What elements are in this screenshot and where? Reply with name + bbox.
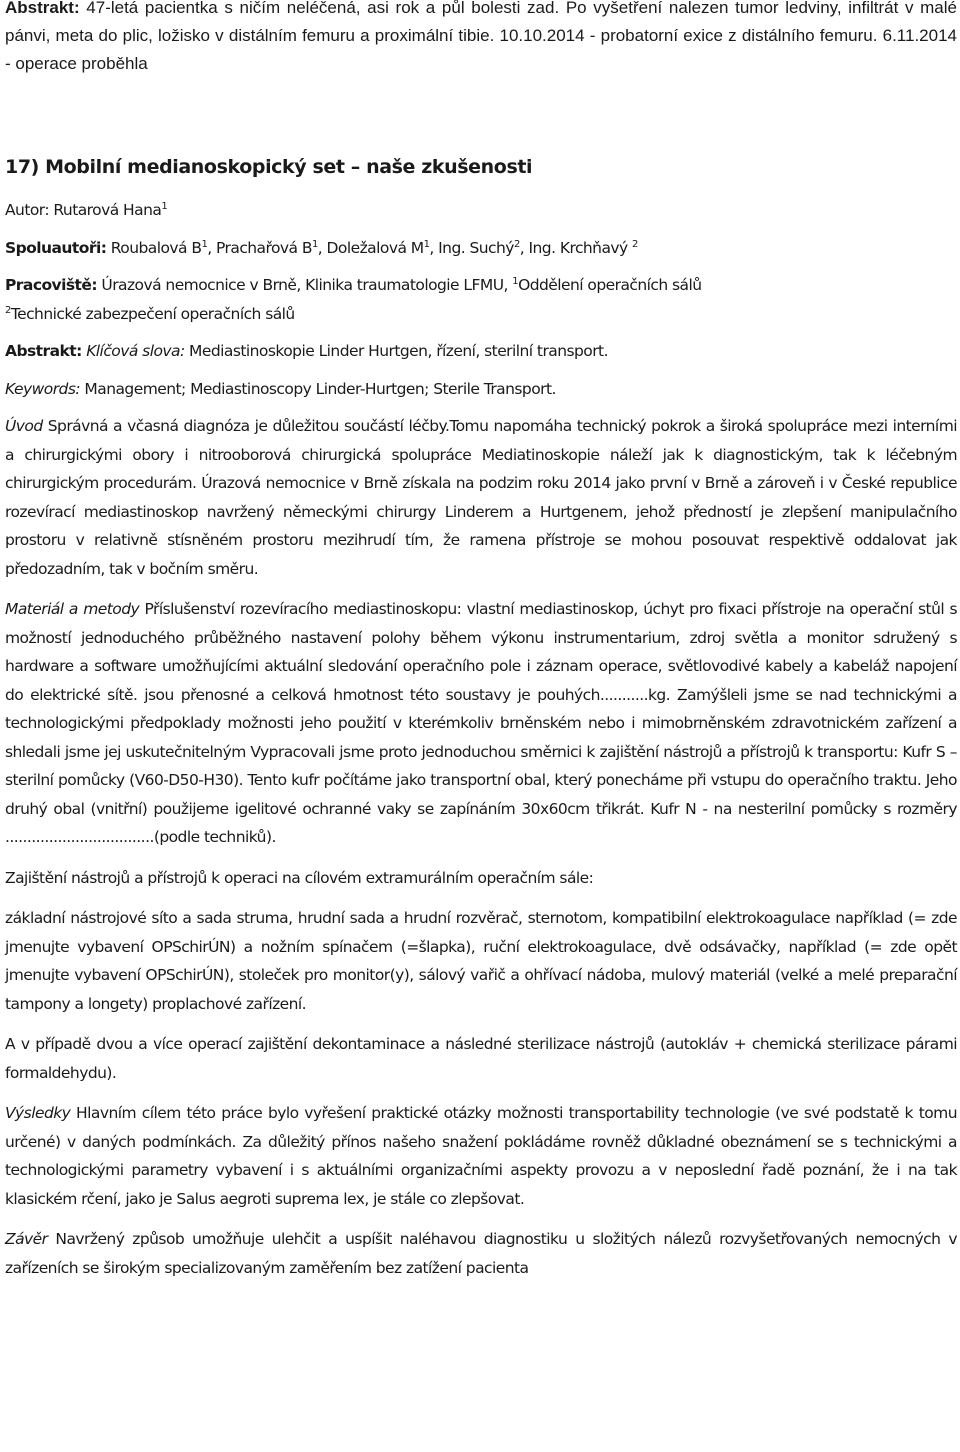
introduction-label: Úvod bbox=[5, 417, 43, 435]
keywords-en: Management; Mediastinoscopy Linder-Hurtgen; Sterile Transport. bbox=[80, 379, 556, 398]
coauthor-name: Roubalová B bbox=[106, 238, 202, 257]
conclusion-paragraph bbox=[5, 1225, 957, 1282]
author-label: Autor: bbox=[5, 201, 50, 219]
workplace-affiliation-1: 1 bbox=[512, 276, 519, 287]
instruments-heading: Zajištění nástrojů a přístrojů k operaci na cílovém extramurálním operačním sále: bbox=[5, 868, 594, 887]
article-title: 17) Mobilní medianoskopický set – naše zkušenosti bbox=[5, 156, 533, 178]
coauthor-affiliation: 2 bbox=[632, 238, 638, 250]
coauthors-label: Spoluautoři: bbox=[5, 238, 107, 257]
author-line bbox=[5, 196, 957, 225]
previous-abstract-text: 47-letá pacientka s ničím neléčená, asi rok a půl bolesti zad. Po vyšetření nalezen tumor ledviny, infiltrát v malé pánvi, meta do plic, ložisko v distálním femuru a proximální tibie. 10.10.2014 - probatorní exice z distálního femuru. 6.11.2014 - operace proběhla bbox=[5, 0, 957, 73]
previous-abstract bbox=[5, 0, 957, 78]
keywords-cz-line bbox=[5, 337, 957, 366]
results-label: Výsledky bbox=[5, 1104, 71, 1122]
coauthor-affiliation: 1 bbox=[311, 238, 318, 250]
workplace-line-2 bbox=[5, 300, 957, 329]
coauthor-affiliation: 2 bbox=[513, 238, 520, 250]
methods-label: Materiál a metody bbox=[5, 600, 140, 618]
results-paragraph bbox=[5, 1099, 957, 1213]
author-affiliation: 1 bbox=[161, 201, 168, 212]
methods-paragraph bbox=[5, 595, 957, 852]
keywords-en-line bbox=[5, 375, 957, 404]
workplace-department-2: Technické zabezpečení operačních sálů bbox=[10, 304, 295, 323]
workplace-text: Úrazová nemocnice v Brně, Klinika traumatologie LFMU, bbox=[97, 276, 513, 294]
keywords-cz-label: Klíčová slova: bbox=[86, 342, 185, 360]
workplace-line bbox=[5, 271, 957, 300]
workplace-label: Pracoviště: bbox=[5, 276, 98, 294]
sterilization-paragraph: A v případě dvou a více operací zajištění dekontaminace a následné sterilizace nástrojů (autokláv + chemická sterilizace párami formaldehydu). bbox=[5, 1035, 957, 1082]
keywords-en-label: Keywords: bbox=[5, 379, 81, 398]
abstract-label: Abstrakt: bbox=[5, 342, 82, 360]
keywords-cz: Mediastinoskopie Linder Hurtgen, řízení, sterilní transport. bbox=[184, 342, 608, 360]
author-name: Rutarová Hana bbox=[49, 201, 162, 219]
introduction-paragraph bbox=[5, 412, 957, 583]
introduction-text: Správná a včasná diagnóza je důležitou součástí léčby.Tomu napomáha technický pokrok a široká spolupráce mezi interními a chirurgickými obory i nitrooborová chirurgická spolupráce Mediatinoskopie náleží jak k diagnostickým, tak k léčebným chirurgickým procedurám. Úrazová nemocnice v Brně získala na podzim roku 2014 jako první v Brně a zároveň i v České republice rozevírací mediastinoskop navržený německými chirurgy Linderem a Hurtgenem, jehož předností je zlepšení manipulačního prostoru v relativně stísněném prostoru mezihrudí tím, že ramena přístroje se mohou posouvat respektivě oddalovat jak předozadním, tak v bočním směru. bbox=[5, 417, 957, 578]
conclusion-label: Závěr bbox=[5, 1230, 48, 1248]
coauthor-affiliation: 1 bbox=[423, 238, 430, 250]
coauthor-name: , Ing. Krchňavý bbox=[519, 238, 633, 257]
workplace-department: Oddělení operačních sálů bbox=[518, 276, 702, 294]
methods-text: Příslušenství rozevíracího mediastinoskopu: vlastní mediastinoskop, úchyt pro fixaci přístroje na operační stůl s možností jednoduchého průběžného nastavení polohy během výkonu instrumentarium, zdroj světla a monitor sdružený s hardware a software umožňujícími aktuální sledování operačního pole i záznam operace, světlovodivé kabely a kabeláž napojení do elektrické sítě. jsou přenosné a celková hmotnost této soustavy je pouhých...........kg. Zamýšleli jsme se nad technickými a technologickými předpoklady možnosti jeho použití v kterémkoliv brněnském nebo i mimobrněnském zdravotnickém zařízení a shledali jsme jej uskutečnitelným Vypracovali jsme proto jednoduchou směrnici k zajištění nástrojů a přístrojů k transportu: Kufr S – sterilní pomůcky (V60-D50-H30). Tento kufr počítáme jako transportní obal, který ponecháme při vstupu do operačního traktu. Jeho druhý obal (vnitřní) použijeme igelitové ochranné vaky se zapínáním 30x60cm třikrát. Kufr N - na nesterilní pomůcky s rozměry ..................................(podle techniků). bbox=[5, 600, 957, 846]
conclusion-text: Navržený způsob umožňuje ulehčit a uspíšit naléhavou diagnostiku u složitých nálezů rozvyšetřovaných nemocných v zařízeních se širokým specializovaným zaměřením bez zatížení pacienta bbox=[5, 1230, 957, 1277]
coauthor-name: , Doležalová M bbox=[317, 238, 424, 257]
instruments-paragraph: základní nástrojové síto a sada struma, hrudní sada a hrudní rozvěrač, sternotom, kompatibilní elektrokoagulace například (= zde jmenujte vybavení OPSchirÚN) a nožním spínačem (=šlapka), ruční elektrokoagulace, dvě odsávačky, například (= zde opět jmenujte vybavení OPSchirÚN), stoleček pro monitor(y), sálový vařič a ohřívací nádoba, mulový materiál (velké a melé preparační tampony a longety) proplachové zařízení. bbox=[5, 909, 957, 1013]
article-17 bbox=[5, 150, 957, 1282]
coauthor-name: , Prachařová B bbox=[207, 238, 312, 257]
coauthors-line bbox=[5, 234, 957, 263]
workplace-affiliation-2: 2 bbox=[5, 304, 11, 316]
results-text: Hlavním cílem této práce bylo vyřešení praktické otázky možnosti transportability technologie (ve své podstatě k tomu určené) v daných podmínkách. Za důležitý přínos našeho snažení pokládáme rovněž důkladné obeznámení se s technickými a technologickými parametry vybavení i s aktuálními organizačními aspekty provozu a v neposlední řadě poznání, že i na tak klasickém rčení, jako je Salus aegroti suprema lex, je stále co zlepšovat. bbox=[5, 1104, 957, 1208]
coauthor-name: , Ing. Suchý bbox=[429, 238, 514, 257]
previous-abstract-label: Abstrakt: bbox=[5, 0, 80, 17]
coauthor-affiliation: 1 bbox=[201, 238, 208, 250]
